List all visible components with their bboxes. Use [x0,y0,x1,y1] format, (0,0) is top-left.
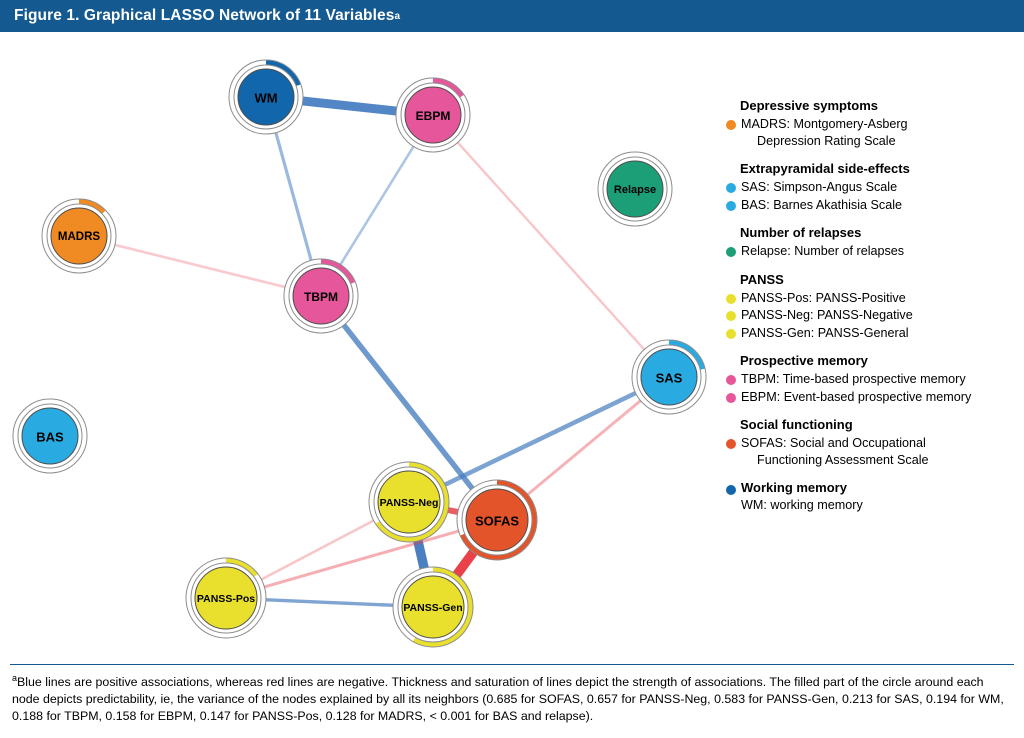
figure-title-bar [0,0,1024,32]
divider-rule [10,664,1014,665]
node-label: WM [254,90,278,106]
footnote [12,670,1012,725]
footnote-text: Blue lines are positive associations, whereas red lines are negative. Thickness and saturation of lines depict the strength of associations. The filled part of the circle around each node depicts predictability, ie, the variance of the nodes explained by all its neighbors (0.685 for SOFAS, 0.657 for PANSS-Neg, 0.583 for PANSS-Gen, 0.213 for SAS, 0.194 for WM, 0.188 for TBPM, 0.158 for EBPM, 0.147 for PANSS-Pos, 0.128 for MADRS, < 0.001 for BAS and relapse). [12,675,1004,724]
network-node[interactable] [186,558,266,638]
legend-item-label: PANSS-Pos: PANSS-Positive [741,290,906,305]
network-node[interactable] [632,340,706,414]
node-label: EBPM [415,109,451,123]
network-edge [441,391,641,487]
node-label: PANSS-Gen [403,602,463,614]
legend-item [726,389,1018,406]
network-edge [454,548,477,579]
legend-color-swatch-icon [726,311,736,321]
network-node[interactable] [229,60,303,134]
legend-item-label: EBPM: Event-based prospective memory [741,389,972,404]
legend-item-label: SAS: Simpson-Angus Scale [741,180,898,194]
node-label: MADRS [57,231,101,243]
network-node[interactable] [396,78,470,152]
network-edge [110,244,290,289]
page-title: Figure 1. Graphical LASSO Network of 11 Variables [14,7,395,24]
node-label: SAS [655,370,683,386]
legend-color-swatch-icon [726,120,736,130]
edge-layer [110,100,648,605]
legend-heading: PANSS [740,271,784,287]
node-label: BAS [36,429,64,445]
legend-group [726,98,1018,149]
legend-heading: Working memory [741,480,847,495]
page-title-superscript: a [394,10,401,22]
legend-heading-row [726,480,1018,497]
legend-heading: Prospective memory [740,353,868,368]
node-label: PANSS-Neg [379,497,439,509]
legend-item-label: PANSS-Neg: PANSS-Negative [741,308,913,322]
network-node[interactable] [42,199,116,273]
legend-item [726,179,1018,196]
legend-color-swatch-icon [726,329,736,339]
node-label: Relapse [613,184,657,196]
legend-item-label: WM: working memory [741,497,863,512]
legend-item [726,197,1018,214]
legend-heading: Extrapyramidal side-effects [740,161,910,176]
legend-group [726,272,1018,342]
network-edge [338,142,416,269]
network-node[interactable] [13,399,87,473]
legend-item-label: BAS: Barnes Akathisia Scale [741,197,903,212]
legend-group [726,480,1018,512]
legend-color-swatch-icon [726,485,736,495]
legend-color-swatch-icon [726,183,736,193]
legend-item-label: SOFAS: Social and Occupational Functioning Assessment Scale [741,435,1018,468]
legend-heading: Social functioning [740,417,853,432]
legend-item [726,116,1018,149]
legend-color-swatch-icon [726,393,736,403]
legend-item [726,290,1018,307]
network-node[interactable] [457,480,537,560]
legend-heading: Depressive symptoms [740,98,879,113]
legend-color-swatch-icon [726,439,736,449]
node-label: SOFAS [474,513,520,529]
legend-item-label: PANSS-Gen: PANSS-General [741,325,909,340]
network-edge [261,600,398,606]
legend-color-swatch-icon [726,201,736,211]
network-node[interactable] [284,259,358,333]
legend-item [726,371,1018,388]
legend [726,98,1018,524]
footnote-superscript: a [12,673,18,683]
legend-group [726,161,1018,213]
node-label: TBPM [304,290,338,304]
legend-item-label-continued: Functioning Assessment Scale [757,452,929,467]
legend-item [726,243,1018,260]
network-edge [524,397,644,497]
legend-group [726,225,1018,260]
legend-item-label: TBPM: Time-based prospective memory [741,372,966,386]
network-edge [298,100,401,111]
network-node[interactable] [369,462,449,542]
legend-item [726,307,1018,324]
network-node[interactable] [598,152,672,226]
legend-item-label-continued: Depression Rating Scale [757,133,896,148]
legend-group [726,353,1018,405]
legend-item-label: MADRS: Montgomery-Asberg Depression Rating Scale [741,116,1018,149]
legend-heading: Number of relapses [740,225,862,240]
network-diagram [0,32,724,662]
legend-color-swatch-icon [726,294,736,304]
legend-item [726,325,1018,342]
node-label: PANSS-Pos [196,593,256,605]
legend-color-swatch-icon [726,247,736,257]
legend-item-label: Relapse: Number of relapses [741,244,905,258]
network-node[interactable] [393,567,473,647]
network-edge [275,128,313,265]
legend-color-swatch-icon [726,375,736,385]
legend-group [726,417,1018,468]
legend-item [726,435,1018,468]
